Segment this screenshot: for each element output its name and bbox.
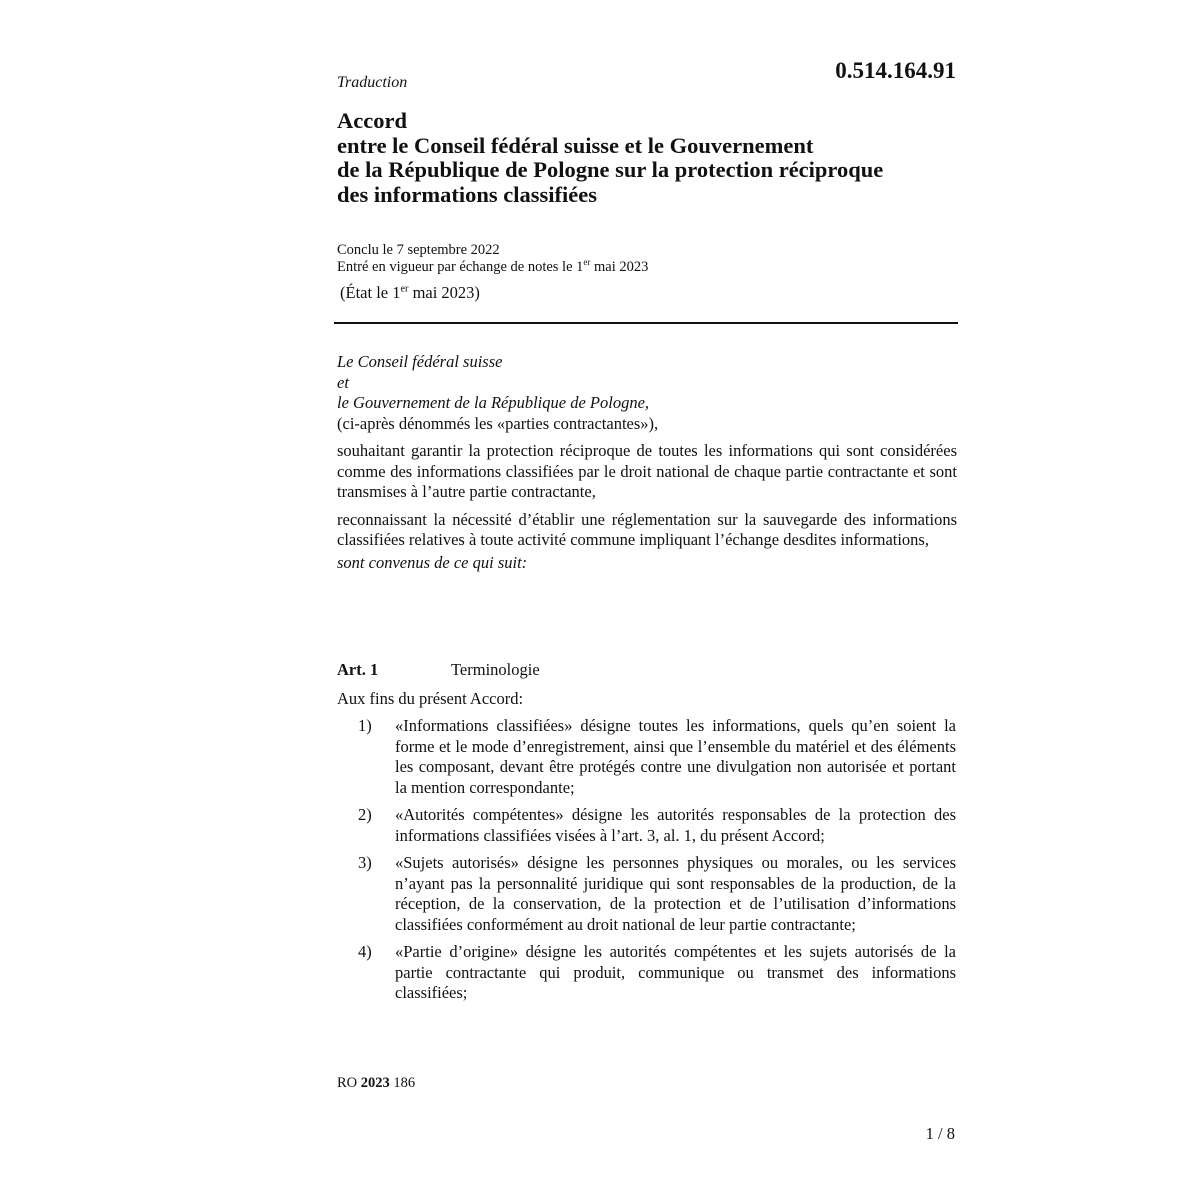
definition-number: 3) — [358, 853, 372, 872]
definition-item — [337, 942, 956, 1004]
document-meta — [337, 242, 648, 276]
definition-number: 2) — [358, 805, 372, 824]
definitions-list — [337, 716, 956, 1011]
party-two: le Gouvernement de la République de Pologne, — [337, 393, 650, 412]
definition-text: «Informations classifiées» désigne toutes les informations, quels qu’en soient la forme et le mode d’enregistrement, ainsi que l’ensemble du matériel et des éléments les composant, devant être protégés contre une divulgation non autorisée et portant la mention correspondante; — [395, 716, 956, 797]
article-intro: Aux fins du présent Accord: — [337, 689, 524, 708]
document-title — [337, 109, 977, 207]
sr-number: 0.514.164.91 — [835, 58, 956, 83]
header-divider — [334, 322, 958, 324]
article-number: Art. 1 — [337, 660, 379, 679]
title-line: entre le Conseil fédéral suisse et le Gouvernement — [337, 132, 814, 158]
preamble — [337, 352, 957, 573]
page-number: 1 / 8 — [925, 1124, 955, 1143]
definition-text: «Autorités compétentes» désigne les autorités responsables de la protection des informations classifiées visées à l’art. 3, al. 1, du présent Accord; — [395, 805, 956, 845]
concluded-date: Conclu le 7 septembre 2022 — [337, 242, 500, 258]
definition-text: «Partie d’origine» désigne les autorités compétentes et les sujets autorisés de la partie contractante qui produit, communique ou transmet des informations classifiées; — [395, 942, 956, 1002]
entry-into-force: Entré en vigueur par échange de notes le 1er mai 2023 — [337, 257, 649, 275]
definition-number: 1) — [358, 716, 372, 735]
official-compilation-reference: RO 2023 186 — [337, 1075, 416, 1091]
recognizing-clause: reconnaissant la nécessité d’établir une réglementation sur la sauvegarde des informations classifiées relatives à toute activité commune impliquant l’échange desdites informations, — [337, 509, 957, 549]
title-line: des informations classifiées — [337, 181, 597, 207]
agreed-clause: sont convenus de ce qui suit: — [337, 552, 528, 572]
definition-number: 4) — [358, 942, 372, 961]
definition-item — [337, 853, 956, 935]
article-heading — [337, 660, 540, 681]
title-line: Accord — [337, 108, 407, 133]
translation-label: Traduction — [337, 74, 408, 91]
title-line: de la République de Pologne sur la protection réciproque — [337, 157, 884, 182]
definition-item — [337, 805, 956, 846]
definition-item — [337, 716, 956, 798]
party-one: Le Conseil fédéral suisse — [337, 352, 503, 371]
article-title: Terminologie — [451, 660, 540, 679]
wishing-clause: souhaitant garantir la protection réciproque de toutes les informations qui sont considérées comme des informations classifiées par le droit national de chaque partie contractante et sont transmises à l’autre partie contractante, — [337, 441, 957, 501]
hereinafter-clause: (ci-après dénommés les «parties contractantes»), — [337, 413, 659, 433]
state-date: (État le 1er mai 2023) — [340, 283, 480, 302]
definition-text: «Sujets autorisés» désigne les personnes physiques ou morales, ou les services n’ayant pas la personnalité juridique qui sont responsables de la production, de la réception, de la conservation, de la protection et de l’utilisation d’informations classifiées conformément au droit national de leur partie contractante; — [395, 853, 956, 934]
conjunction: et — [337, 372, 349, 392]
